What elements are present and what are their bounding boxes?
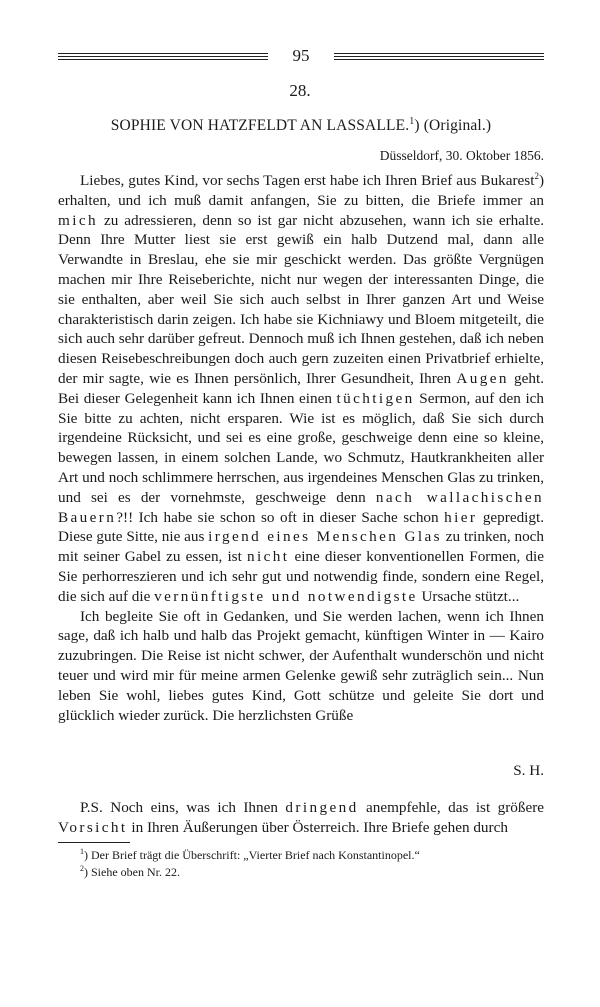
dateline: Düsseldorf, 30. Oktober 1856. [379,148,544,163]
emphasis-text: nach wallachischen Bauern [58,488,544,526]
text-run: Ursache stützt... [417,587,520,605]
footnote-marker: 2 [80,864,84,873]
signature: S. H. [513,762,544,779]
footnote-divider [58,842,130,843]
page-number: 95 [292,46,310,65]
footnote-marker: 1 [80,847,84,856]
text-run: in Ihren Äußerungen über Österreich. Ihre Briefe gehen durch [127,819,508,836]
emphasis-text: hier [444,508,478,526]
emphasis-text: irgend eines Menschen Glas [208,528,442,546]
footnote-text: Der Brief trägt die Überschrift: „Vierter Brief nach Konstantinopel.“ [88,848,420,862]
paragraph-2: Ich begleite Sie oft in Gedanken, und Sie werden lachen, wenn ich Ihnen sage, daß ich halb und halb das Projekt gemacht, künftigen Winter in — Kairo zuzubringen. Die Reise ist nicht schwer, der Aufenthalt wunderschön und nicht teuer und wird mir für meine armen Gelenke gewiß sehr zuträglich sein... Nun leben Sie wohl, liebes gutes Kind, Gott schütze und geleite Sie dort und glücklich wieder zurück. Die herzlichsten Grüße [58,607,544,724]
text-run: geht. Bei dieser Gelegenheit kann ich Ihnen einen [58,369,544,407]
footnote-text: Siehe oben Nr. 22. [88,865,180,879]
text-run: Liebes, gutes Kind, vor sechs Tagen erst habe ich Ihren Brief aus Bukarest [80,172,535,189]
title-footnote-ref: 1 [409,115,415,127]
emphasis-text: tüchtigen [336,389,415,407]
postscript-paragraph [58,798,544,838]
footnotes [80,847,544,881]
letter-body [58,171,544,725]
text-run: zu adressieren, denn so ist gar nicht abzusehen, wann ich sie erhalte. Denn Ihre Mutter liest sie erst gewiß ein halb Dutzend mal, dann alle Verwandte in Breslau, ehe sie mir geschickt werden. Das größte Vergnügen machen mir Ihre Reiseberichte, nicht nur wegen der interessanten Dinge, die sie enthalten, aber weil Sie sich auch selbst in Ihrer ganzen Art und Weise charakteristisch darin zeigen. Ich habe sie Kichniawy und Bloem mitgeteilt, die sich auch sehr darüber gefreut. Dennoch muß ich Ihnen gestehen, daß ich neben diesen Reisebeschreibungen doch auch gern zuzeiten einen Privatbrief erhielte, der mir sagte, wie es Ihnen persönlich, Ihrer Gesundheit, Ihren [58,211,544,387]
footnote-2: $^2$) Siehe oben Nr. 22. [80,864,180,879]
emphasis-text: nicht [246,548,290,566]
text-run: ?!! Ich habe sie schon so oft in dieser Sache schon [116,508,445,526]
emphasis-text: dringend [285,799,359,816]
text-run: gepredigt. Diese gute Sitte, nie aus [58,508,544,546]
emphasis-text: Augen [456,369,509,387]
text-run: zu trinken, noch mit seiner Gabel zu essen, ist [58,528,545,566]
paragraph-1: Liebes, gutes Kind, vor sechs Tagen erst habe ich Ihren Brief aus Bukarest$^2$) erhalten, und ich muß damit anfangen, Sie zu bitten, die Briefe immer an mich zu adressieren, denn so ist gar nicht abzusehen, wann ich sie erhalte. Denn Ihre Mutter liest sie erst gewiß ein halb Dutzend mal, dann alle Verwandte in Breslau, ehe sie mir geschickt werden. Das größte Vergnügen machen mir Ihre Reiseberichte, nicht nur wegen der interessanten Dinge, die sie enthalten, aber weil Sie sich auch selbst in Ihrer ganzen Art und Weise charakteristisch darin zeigen. Ich habe sie Kichniawy und Bloem mitgeteilt, die sich auch sehr darüber gefreut. Dennoch muß ich Ihnen gestehen, daß ich neben diesen Reisebeschreibungen doch auch gern zuzeiten einen Privatbrief erhielte, der mir sagte, wie es Ihnen persönlich, Ihrer Gesundheit, Ihren Augen geht. Bei dieser Gelegenheit kann ich Ihnen einen tüchtigen Sermon, auf den ich Sie bitte zu achten, nicht ersparen. Wie ist es möglich, daß Sie sich durch irgendeine Rücksicht, und sei es eine große, geschweige denn eine so kleine, bewegen lassen, in einem solchen Lande, wo Schmutz, Hautkrankheiten aller Art und noch schlimmere herrschen, aus irgendeines Menschen Glas zu trinken, und sei es der vornehmste, geschweige denn nach wallachischen Bauern?!! Ich habe sie schon so oft in dieser Sache schon hier gepredigt. Diese gute Sitte, nie aus irgend eines Menschen Glas zu trinken, noch mit seiner Gabel zu essen, ist nicht eine dieser konventionellen Formen, die Sie perhorreszieren und ich sehr gut und notwendig finde, sondern eine Regel, die sich auf die vernünftigste und notwendigste Ursache stützt... [58,170,545,605]
text-run: Sermon, auf den ich Sie bitte zu achten, nicht ersparen. Wie ist es möglich, daß Sie sich durch irgendeine Rücksicht, und sei es eine große, geschweige denn eine so kleine, bewegen lassen, in einem solchen Lande, wo Schmutz, Hautkrankheiten aller Art und noch schlimmere herrschen, aus irgendeines Menschen Glas zu trinken, und sei es der vornehmste, geschweige denn [58,389,545,506]
footnote-1: $^1$) Der Brief trägt die Überschrift: „Vierter Brief nach Konstantinopel.“ [80,847,420,862]
text-run: eine dieser konventionellen Formen, die Sie perhorreszieren und ich sehr gut und notwendig finde, sondern eine Regel, die sich auf die [58,548,544,605]
title-text: SOPHIE VON HATZFELDT AN LASSALLE. [110,117,410,134]
footnote-ref-2: 2 [534,170,539,181]
emphasis-text: Vorsicht [58,819,128,836]
text-run: anempfehle, das ist größere [358,799,544,816]
letter-number: 28. [289,81,311,100]
emphasis-text: vernünftigste und notwendigste [154,587,418,605]
header-rule-right [334,53,544,61]
postscript [58,798,544,838]
text-run: erhalten, und ich muß damit anfangen, Sie zu bitten, die Briefe immer an [58,191,544,209]
text-run: P.S. Noch eins, was ich Ihnen [80,799,286,816]
page-header [58,44,544,70]
letter-title: SOPHIE VON HATZFELDT AN LASSALLE.$^1$) (Original.) [110,115,492,134]
emphasis-text: mich [58,211,98,229]
title-suffix: (Original.) [419,117,492,134]
